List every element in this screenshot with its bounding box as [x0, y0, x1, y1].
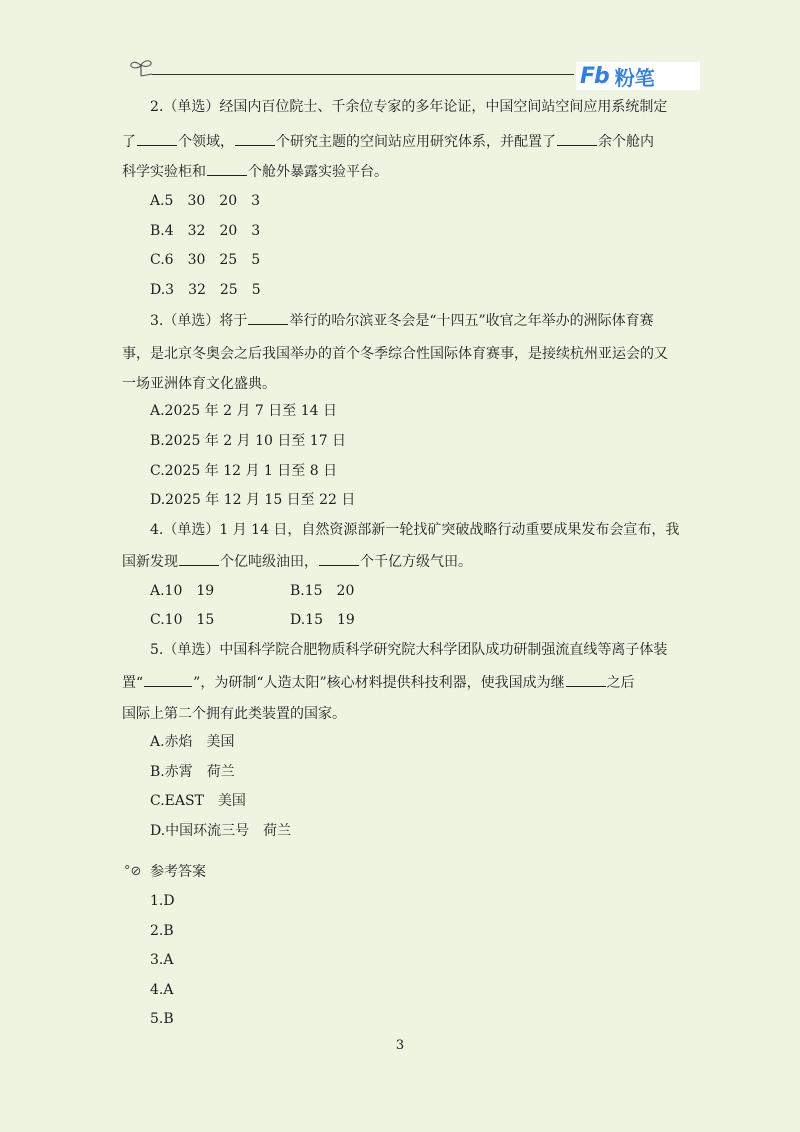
q4-line-1: 4.（单选）1 月 14 日，自然资源部新一轮找矿突破战略行动重要成果发布会宣布，我: [150, 522, 680, 538]
q5-line-2: 置“ ”，为研制“人造太阳”核心材料提供科技利器，使我国成为继 之后: [122, 672, 635, 693]
q3-line-1: 3.（单选）将于 举行的哈尔滨亚冬会是“十四五”收官之年举办的洲际体育赛: [150, 310, 654, 331]
q3-option-c: C.2025 年 12 月 1 日至 8 日: [150, 463, 338, 479]
answer-1: 1.D: [150, 893, 175, 909]
q2-line-2: 了 个领域， 个研究主题的空间站应用研究体系，并配置了 余个舱内: [122, 131, 654, 152]
q3-line-3: 一场亚洲体育文化盛典。: [122, 376, 276, 392]
q5-option-a: A.赤焰 美国: [150, 734, 235, 750]
header-divider: [152, 74, 574, 75]
q2-option-c: C.6 30 25 5: [150, 252, 261, 268]
logo-text: 粉笔: [614, 65, 655, 90]
q4-option-d: D.15 19: [290, 612, 355, 628]
q3-option-a: A.2025 年 2 月 7 日至 14 日: [150, 403, 337, 419]
fenbi-logo: [576, 62, 700, 90]
q3-option-d: D.2025 年 12 月 15 日至 22 日: [150, 492, 356, 508]
page-header: [0, 0, 800, 100]
answer-2: 2.B: [150, 923, 174, 939]
q2-line-1: 2.（单选）经国内百位院士、千余位专家的多年论证，中国空间站空间应用系统制定: [150, 99, 668, 115]
q5-option-b: B.赤霄 荷兰: [150, 764, 235, 780]
q5-line-1: 5.（单选）中国科学院合肥物质科学研究院大科学团队成功研制强流直线等离子体装: [150, 642, 668, 658]
q4-line-2: 国新发现 个亿吨级油田， 个千亿方级气田。: [122, 551, 472, 572]
q4-option-b: B.15 20: [290, 583, 355, 599]
logo-mark: Fb: [580, 63, 609, 89]
q2-line-3: 科学实验柜和 个舱外暴露实验平台。: [122, 161, 388, 182]
q3-line-2: 事，是北京冬奥会之后我国举办的首个冬季综合性国际体育赛事，是接续杭州亚运会的又: [122, 346, 668, 362]
q3-option-b: B.2025 年 2 月 10 日至 17 日: [150, 433, 347, 449]
answer-5: 5.B: [150, 1011, 174, 1027]
answer-4: 4.A: [150, 982, 174, 998]
q4-option-c: C.10 15: [150, 612, 215, 628]
answer-3: 3.A: [150, 952, 174, 968]
sprout-icon: [128, 56, 154, 80]
q4-option-a: A.10 19: [150, 583, 215, 599]
answer-key-title: 参考答案: [150, 864, 206, 880]
q5-option-d: D.中国环流三号 荷兰: [150, 823, 292, 839]
q2-option-a: A.5 30 20 3: [150, 193, 261, 209]
q2-option-d: D.3 32 25 5: [150, 282, 261, 298]
page-number: 3: [395, 1038, 405, 1053]
answer-key-icon: °⊘: [124, 864, 142, 879]
q2-option-b: B.4 32 20 3: [150, 223, 261, 239]
q5-option-c: C.EAST 美国: [150, 793, 246, 809]
q5-line-3: 国际上第二个拥有此类装置的国家。: [122, 706, 346, 722]
